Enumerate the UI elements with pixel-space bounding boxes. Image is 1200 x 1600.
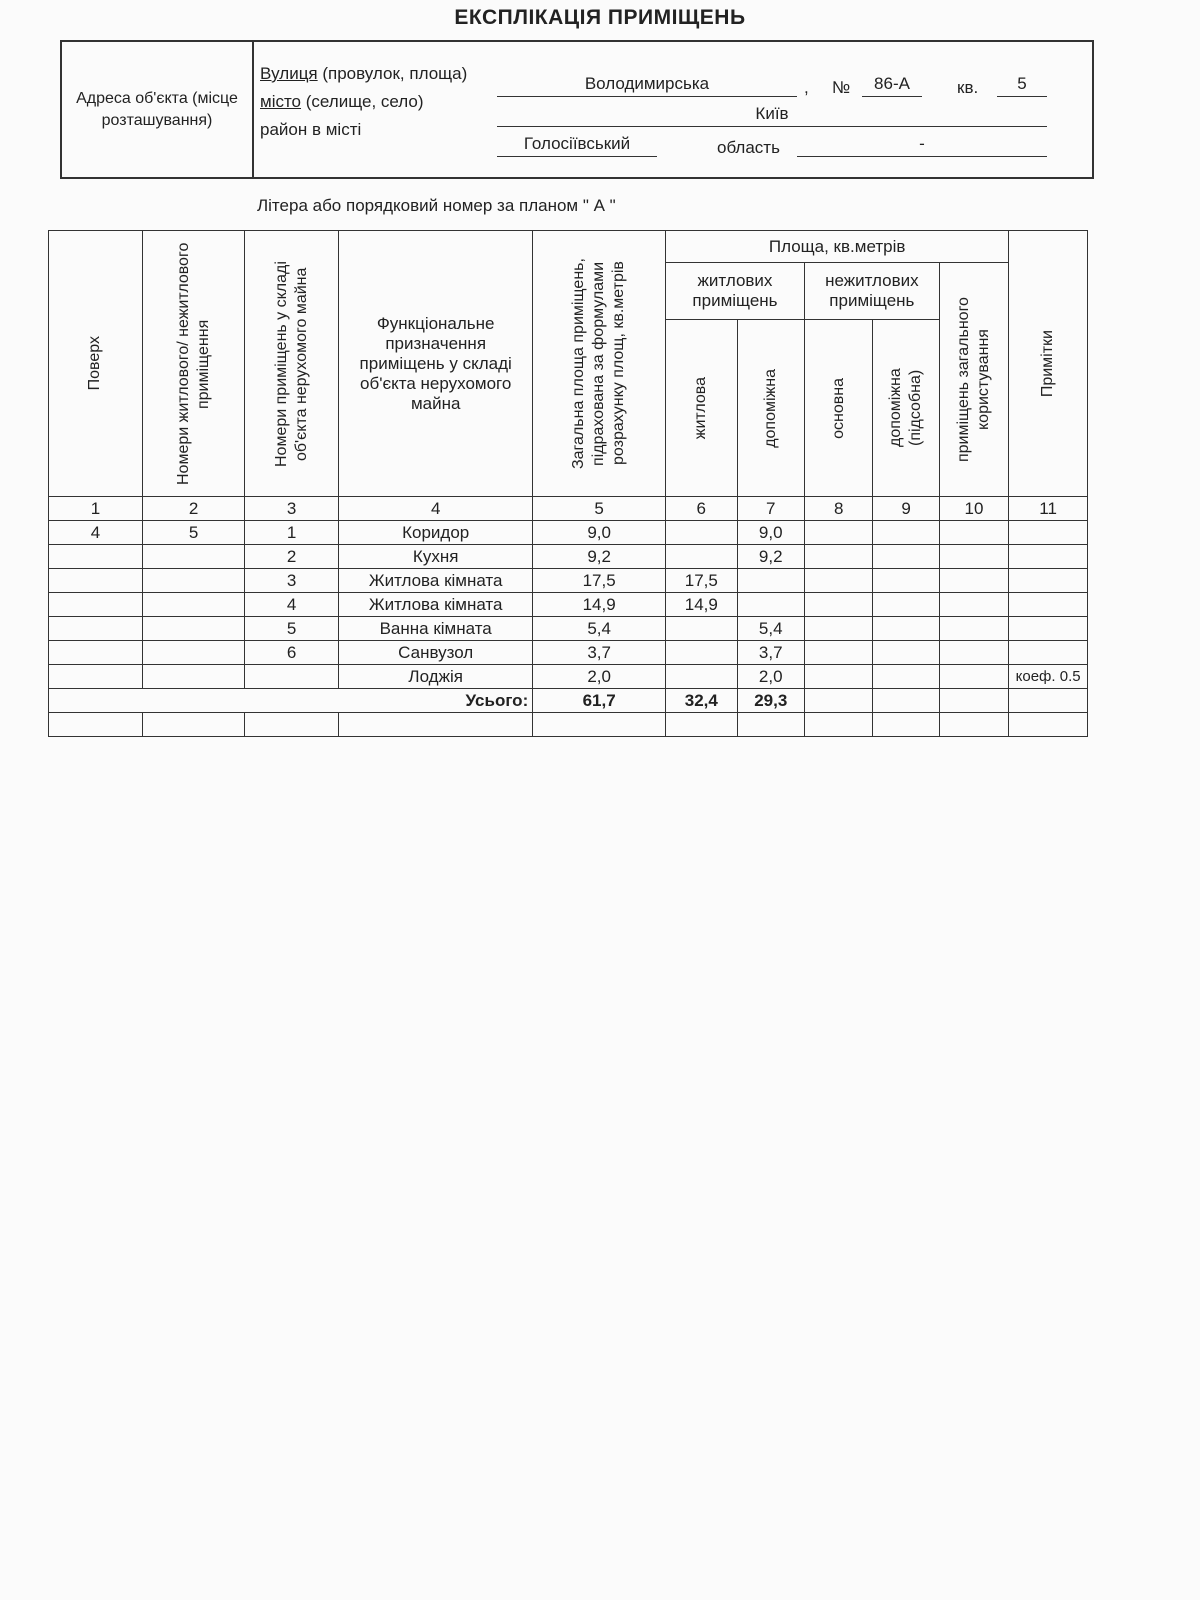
table-cell: 9,0 xyxy=(533,521,666,545)
table-row xyxy=(49,665,1088,689)
column-number: 4 xyxy=(339,497,533,521)
table-cell: 14,9 xyxy=(666,593,738,617)
column-number: 3 xyxy=(245,497,339,521)
table-cell: 5 xyxy=(142,521,244,545)
region-label: область xyxy=(717,138,780,157)
district-value: Голосіївський xyxy=(497,134,657,157)
city-label-rest: (селище, село) xyxy=(301,92,424,111)
empty-cell xyxy=(939,689,1008,713)
table-cell xyxy=(804,545,872,569)
table-cell xyxy=(142,617,244,641)
table-row xyxy=(49,593,1088,617)
table-cell xyxy=(873,569,939,593)
header-common: приміщень загального користування xyxy=(955,297,993,462)
table-cell: 14,9 xyxy=(533,593,666,617)
total-cell: 29,3 xyxy=(737,689,804,713)
number-label: № xyxy=(832,78,851,97)
table-cell xyxy=(873,665,939,689)
column-number: 1 xyxy=(49,497,143,521)
empty-cell xyxy=(873,689,939,713)
table-cell xyxy=(1009,521,1088,545)
table-cell xyxy=(939,641,1008,665)
table-cell xyxy=(737,593,804,617)
table-cell xyxy=(939,593,1008,617)
table-cell xyxy=(49,617,143,641)
document-title: ЕКСПЛІКАЦІЯ ПРИМІЩЕНЬ xyxy=(454,6,746,29)
table-cell xyxy=(49,545,143,569)
table-cell: 5,4 xyxy=(737,617,804,641)
table-row xyxy=(49,617,1088,641)
empty-cell xyxy=(737,713,804,737)
table-cell: 2,0 xyxy=(737,665,804,689)
table-row xyxy=(49,641,1088,665)
header-area: Площа, кв.метрів xyxy=(666,231,1009,263)
table-cell xyxy=(873,593,939,617)
column-number: 6 xyxy=(666,497,738,521)
table-cell xyxy=(1009,617,1088,641)
table-row xyxy=(49,545,1088,569)
empty-row xyxy=(49,713,1088,737)
city-label-u: місто xyxy=(260,92,302,111)
table-cell: 6 xyxy=(245,641,339,665)
table-cell xyxy=(873,617,939,641)
table-cell xyxy=(49,569,143,593)
table-cell: 3 xyxy=(245,569,339,593)
header-living: житлових приміщень xyxy=(666,263,805,320)
table-cell xyxy=(804,641,872,665)
address-block: Адреса об'єкта (місце розташування) Вулиця (провулок, площа) місто (селище, село) район в місті Володимирська , № 86-А кв. 5 Київ Голосіївський область - xyxy=(60,40,1094,179)
header-unit-number: Номери житлового/ нежитлового приміщення xyxy=(174,242,212,485)
empty-cell xyxy=(1009,689,1088,713)
table-cell: Житлова кімната xyxy=(339,593,533,617)
table-cell xyxy=(666,641,738,665)
table-cell xyxy=(873,545,939,569)
table-cell xyxy=(1009,545,1088,569)
table-cell: Житлова кімната xyxy=(339,569,533,593)
empty-cell xyxy=(804,713,872,737)
header-nonliving-aux: допоміжна (підсобна) xyxy=(887,368,925,448)
table-cell: 17,5 xyxy=(666,569,738,593)
table-cell: Коридор xyxy=(339,521,533,545)
header-living-main: житлова xyxy=(692,376,710,440)
empty-cell xyxy=(666,713,738,737)
empty-cell xyxy=(804,689,872,713)
table-cell xyxy=(737,569,804,593)
empty-cell xyxy=(873,713,939,737)
empty-cell xyxy=(533,713,666,737)
table-cell xyxy=(142,569,244,593)
column-number: 10 xyxy=(939,497,1008,521)
street-label-rest: (провулок, площа) xyxy=(317,64,468,83)
table-cell: 1 xyxy=(245,521,339,545)
table-cell: 5 xyxy=(245,617,339,641)
empty-cell xyxy=(1009,713,1088,737)
table-row xyxy=(49,521,1088,545)
table-cell xyxy=(873,641,939,665)
table-cell: коеф. 0.5 xyxy=(1009,665,1088,689)
table-cell xyxy=(804,521,872,545)
city-label xyxy=(260,92,424,112)
table-cell xyxy=(245,665,339,689)
header-function: Функціональне призначення приміщень у складі об'єкта нерухомого майна xyxy=(339,231,533,497)
table-cell xyxy=(142,641,244,665)
table-cell xyxy=(1009,641,1088,665)
total-cell: 32,4 xyxy=(666,689,738,713)
number-value: 86-А xyxy=(862,74,922,97)
table-cell xyxy=(804,593,872,617)
table-cell xyxy=(939,569,1008,593)
table-cell: Ванна кімната xyxy=(339,617,533,641)
header-notes: Примітки xyxy=(1039,329,1057,398)
empty-cell xyxy=(939,713,1008,737)
street-label xyxy=(260,64,467,84)
street-value: Володимирська xyxy=(497,74,797,97)
table-cell xyxy=(49,665,143,689)
address-label: Адреса об'єкта (місце розташування) xyxy=(62,42,254,177)
column-number: 2 xyxy=(142,497,244,521)
empty-cell xyxy=(245,713,339,737)
total-row xyxy=(49,689,1088,713)
table-cell xyxy=(939,545,1008,569)
header-total-area: Загальна площа приміщень, підрахована за формулами розрахунку площ, кв.метрів xyxy=(570,258,628,469)
table-cell: 4 xyxy=(245,593,339,617)
column-number: 5 xyxy=(533,497,666,521)
table-cell: Кухня xyxy=(339,545,533,569)
table-cell: Санвузол xyxy=(339,641,533,665)
table-cell xyxy=(666,665,738,689)
table-row xyxy=(49,569,1088,593)
empty-cell xyxy=(49,713,143,737)
table-cell xyxy=(49,593,143,617)
table-cell xyxy=(939,521,1008,545)
total-cell: 61,7 xyxy=(533,689,666,713)
column-number: 11 xyxy=(1009,497,1088,521)
header-nonliving: нежитлових приміщень xyxy=(804,263,939,320)
table-cell xyxy=(666,521,738,545)
table-cell: Лоджія xyxy=(339,665,533,689)
table-cell xyxy=(1009,569,1088,593)
street-label-u: Вулиця xyxy=(260,64,318,83)
city-value: Київ xyxy=(497,104,1047,127)
table-cell xyxy=(142,545,244,569)
column-number: 9 xyxy=(873,497,939,521)
district-label: район в місті xyxy=(260,120,362,139)
table-cell: 5,4 xyxy=(533,617,666,641)
table-cell xyxy=(49,641,143,665)
table-cell: 2 xyxy=(245,545,339,569)
litera-line: Літера або порядковий номер за планом " А " xyxy=(257,196,616,215)
table-cell xyxy=(142,665,244,689)
table-cell: 17,5 xyxy=(533,569,666,593)
table-cell xyxy=(873,521,939,545)
table-cell: 4 xyxy=(49,521,143,545)
apt-value: 5 xyxy=(997,74,1047,97)
table-cell: 9,2 xyxy=(737,545,804,569)
region-value: - xyxy=(797,134,1047,157)
table-cell xyxy=(939,617,1008,641)
table-cell: 3,7 xyxy=(737,641,804,665)
empty-cell xyxy=(142,713,244,737)
table-cell: 9,0 xyxy=(737,521,804,545)
rooms-table xyxy=(48,230,1088,737)
column-number-row xyxy=(49,497,1088,521)
empty-cell xyxy=(339,713,533,737)
table-cell xyxy=(666,545,738,569)
column-number: 7 xyxy=(737,497,804,521)
table-cell: 9,2 xyxy=(533,545,666,569)
table-cell: 3,7 xyxy=(533,641,666,665)
table-cell xyxy=(666,617,738,641)
table-cell xyxy=(142,593,244,617)
column-number: 8 xyxy=(804,497,872,521)
apt-label: кв. xyxy=(957,78,979,97)
header-floor: Поверх xyxy=(86,336,104,391)
header-nonliving-main: основна xyxy=(829,377,847,439)
header-living-aux: допоміжна xyxy=(761,368,779,448)
table-cell xyxy=(804,617,872,641)
table-cell xyxy=(939,665,1008,689)
table-cell: 2,0 xyxy=(533,665,666,689)
header-room-number: Номери приміщень у складі об'єкта нерухомого майна xyxy=(272,260,310,467)
table-cell xyxy=(1009,593,1088,617)
table-cell xyxy=(804,569,872,593)
table-cell xyxy=(804,665,872,689)
total-cell: Усього: xyxy=(49,689,533,713)
